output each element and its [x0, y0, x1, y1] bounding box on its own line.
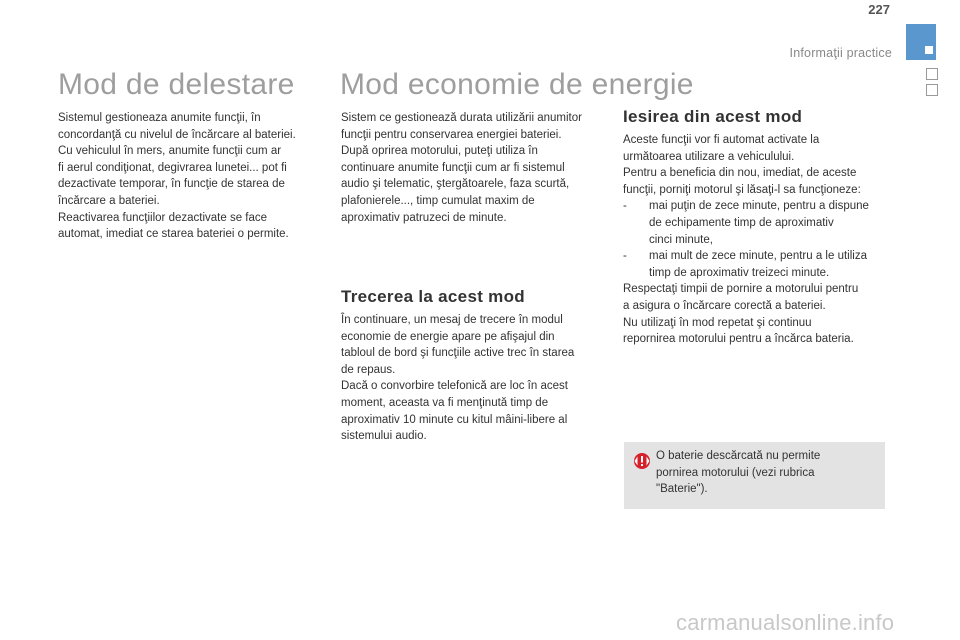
- energy-economy-text: [341, 110, 611, 226]
- exit-mode-title: Iesirea din acest mod: [623, 107, 803, 126]
- chapter-tab-box[interactable]: [926, 68, 938, 80]
- text-line: de echipamente timp de aproximativ: [649, 216, 834, 229]
- text-line: O baterie descărcată nu permite: [656, 450, 821, 462]
- warning-text: [656, 448, 876, 498]
- warning-note: [624, 442, 885, 509]
- text-line: funcţii pentru conservarea energiei bateriei.: [341, 128, 562, 141]
- text-line: a asigura o încărcare corectă a bateriei.: [623, 299, 826, 312]
- text-line: Sistem ce gestionează durata utilizării anumitor: [341, 112, 582, 124]
- text-line: Cu vehiculul în mers, anumite funcţii cum ar: [58, 145, 282, 158]
- text-line: continuare anumite funcţii cum ar fi sistemul: [341, 161, 565, 174]
- text-line: Pentru a beneficia din nou, imediat, de aceste: [623, 167, 857, 180]
- list-dash: -: [623, 250, 627, 263]
- text-line: mai puţin de zece minute, pentru a dispune: [649, 200, 869, 213]
- text-line: După oprirea motorului, puteţi utiliza în: [341, 145, 538, 158]
- text-line: economie de energie apare pe afişajul din: [341, 330, 555, 343]
- transition-title: Trecerea la acest mod: [341, 287, 525, 306]
- list-item: [623, 248, 893, 281]
- energy-economy-title: Mod economie de energie: [340, 68, 694, 101]
- list-dash: -: [623, 200, 627, 213]
- text-line: Nu utilizaţi în mod repetat şi continuu: [623, 316, 812, 329]
- text-line: de repaus.: [341, 363, 396, 376]
- exit-mode-text: [623, 132, 893, 348]
- chapter-tab-active[interactable]: [906, 24, 936, 60]
- text-line: Reactivarea funcţiilor dezactivate se face: [58, 211, 268, 224]
- text-line: repornirea motorului pentru a încărca bateria.: [623, 333, 854, 346]
- text-line: "Baterie").: [656, 483, 708, 496]
- text-line: fi aerul condiţionat, degivrarea lunetei... pot fi: [58, 161, 287, 174]
- section-title: Informaţii practice: [789, 46, 892, 60]
- page-number: 227: [868, 2, 890, 17]
- text-line: funcţii, porniţi motorul şi lăsaţi-l sa funcţioneze:: [623, 183, 861, 196]
- text-line: aproximativ patruzeci de minute.: [341, 211, 507, 224]
- text-line: audio şi telematic, ştergătoarele, faza scurtă,: [341, 178, 570, 191]
- text-line: În continuare, un mesaj de trecere în modul: [341, 314, 563, 326]
- text-line: Dacă o convorbire telefonică are loc în acest: [341, 380, 568, 393]
- chapter-tab-box[interactable]: [926, 84, 938, 96]
- load-shedding-text: [58, 110, 328, 243]
- text-line: timp de aproximativ treizeci minute.: [649, 266, 830, 279]
- text-line: pornirea motorului (vezi rubrica: [656, 466, 815, 479]
- text-line: Aceste funcţii vor fi automat activate la: [623, 134, 820, 146]
- text-line: Sistemul gestioneaza anumite funcţii, în: [58, 112, 261, 124]
- text-line: aproximativ 10 minute cu kitul mâini-libere al: [341, 413, 568, 426]
- text-line: concordanţă cu nivelul de încărcare al bateriei.: [58, 128, 296, 141]
- text-line: dezactivate temporar, în funcţie de starea de: [58, 178, 285, 191]
- tab-marker-icon: [925, 46, 933, 54]
- list-item: [623, 198, 893, 248]
- text-line: plafonierele..., timp cumulat maxim de: [341, 194, 535, 207]
- text-line: mai mult de zece minute, pentru a le utiliza: [649, 250, 867, 263]
- warning-icon: [633, 452, 651, 470]
- transition-text: [341, 312, 611, 445]
- text-line: Respectaţi timpii de pornire a motorului pentru: [623, 283, 859, 296]
- text-line: cinci minute,: [649, 233, 713, 246]
- watermark: carmanualsonline.info: [676, 610, 895, 635]
- text-line: următoarea utilizare a vehiculului.: [623, 150, 795, 163]
- text-line: sistemului audio.: [341, 430, 427, 443]
- text-line: automat, imediat ce starea bateriei o permite.: [58, 228, 289, 241]
- text-line: tabloul de bord şi funcţiile active trec în starea: [341, 347, 575, 360]
- text-line: moment, aceasta va fi menţinută timp de: [341, 396, 549, 409]
- text-line: încărcare a bateriei.: [58, 194, 160, 207]
- load-shedding-title: Mod de delestare: [58, 68, 295, 101]
